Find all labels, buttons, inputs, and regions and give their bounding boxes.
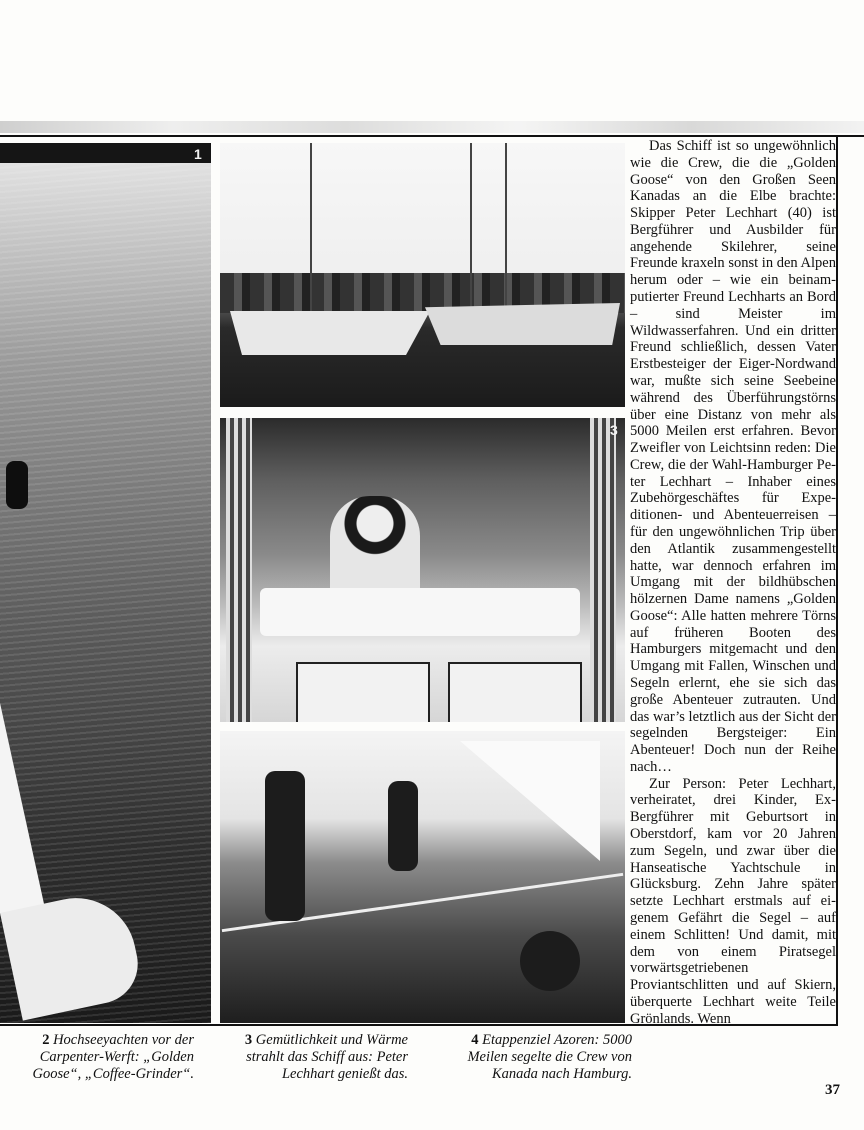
- caption-text: Hochseeyachten vor der Carpenter-Werft: „Golden Goose“, „Coffee-Grinder“.: [32, 1032, 194, 1082]
- photo-harbour-yachts: [220, 143, 625, 407]
- caption-number: 2: [42, 1032, 50, 1048]
- article-paragraph: Das Schiff ist so ungewöhnlich wie die Crew, die die „Golden Goose“ von den Großen Seen Kanadas an die Elbe brachte: Skipper Peter Lechhart (40) ist Bergführer und Ausbilder für angehende Skilehrer, seine Freunde kraxeln sonst in den Alpen herum oder – wie ein beinamputierter Freund Lechharts an Bord – sind Meister im Wildwasserfahren. Und ein dritter Freund schließlich, dessen Vater Erstbesteiger der Eiger-Nordwand war, mußte sich seine Seebeine während des Überführungstörns über eine Distanz von mehr als 5000 Meilen erst erfahren. Bevor Zweifler von Leichtsinn reden: Die Crew, die der Wahl-Hamburger Peter Lechhart – Inhaber eines Zubehörgeschäftes für Expeditionen- und Abenteuerreisen – für den ungewöhnlichen Trip über den Atlantik zusammengestellt hatte, war dennoch erfahren im Umgang mit der bildhübschen hölzernen Dame namens „Golden Goose“: Alle hatten mehrere Törns auf früheren Booten des Hamburgers mitgemacht und den Umgang mit Fallen, Winschen und Segeln erlernt, ehe sie sich das große Abenteuer zutrauten. Und das war’s letztlich aus der Sicht der segelnden Bergsteiger: Ein Abenteuer! Doch nun der Reihe nach…: [630, 138, 836, 775]
- drawer-shape: [448, 662, 582, 722]
- scan-edge-band: [0, 121, 864, 133]
- mast-shape: [505, 143, 507, 313]
- right-rule: [836, 135, 838, 1025]
- caption-3: [222, 1032, 408, 1083]
- bunk-shape: [260, 588, 580, 636]
- caption-text: Etappenziel Azoren: 5000 Meilen segelte die Crew von Kanada nach Hamburg.: [467, 1032, 632, 1082]
- sail-shape: [0, 703, 46, 913]
- mast-shape: [310, 143, 312, 313]
- photo-dark-mark: [6, 461, 28, 509]
- photo-number-3: 3: [610, 422, 618, 438]
- photo-crew-on-deck: [220, 731, 625, 1023]
- article-paragraph: Zur Person: Peter Lechhart, verheiratet, drei Kinder, Ex-Bergführer mit Geburtsort in Oberstdorf, kam vor 20 Jahren zum Segeln, und zwar über die Hanseatische Yachtschule in Glücksburg. Zehn Jahre später setzte Lechhart erstmals auf eigenem Gefährt die Segel – auf einem Schlitten! Und damit, mit dem von einem Piratsegel vorwärtsgetriebenen Proviantschlitten und auf Skiern, überquerte Lechhart weite Teile Grönlands. Wenn: [630, 775, 836, 1027]
- winch-shape: [520, 931, 580, 991]
- crew-member-shape: [388, 781, 418, 871]
- caption-number: 3: [244, 1032, 253, 1048]
- caption-4: [442, 1032, 632, 1083]
- crew-member-shape: [265, 771, 305, 921]
- caption-2: [14, 1032, 194, 1083]
- photo-top-bar: [0, 143, 211, 163]
- photo-number-1: 1: [194, 146, 202, 162]
- article-text-column: [630, 138, 836, 1027]
- drawer-shape: [296, 662, 430, 722]
- yacht-coffee-grinder-shape: [425, 303, 620, 345]
- caption-number: 4: [471, 1032, 479, 1048]
- cabin-post-shape: [590, 418, 616, 722]
- sail-shape: [460, 741, 600, 861]
- cabin-post-shape: [226, 418, 252, 722]
- mast-shape: [470, 143, 472, 313]
- page-number: 37: [825, 1082, 840, 1098]
- yacht-golden-goose-shape: [230, 311, 430, 355]
- top-rule: [0, 135, 864, 137]
- photo-cabin-interior: [220, 418, 625, 722]
- caption-text: Gemütlichkeit und Wärme strahlt das Schiff aus: Peter Lechhart genießt das.: [246, 1032, 408, 1082]
- photo-yacht-at-sea: [0, 143, 211, 1023]
